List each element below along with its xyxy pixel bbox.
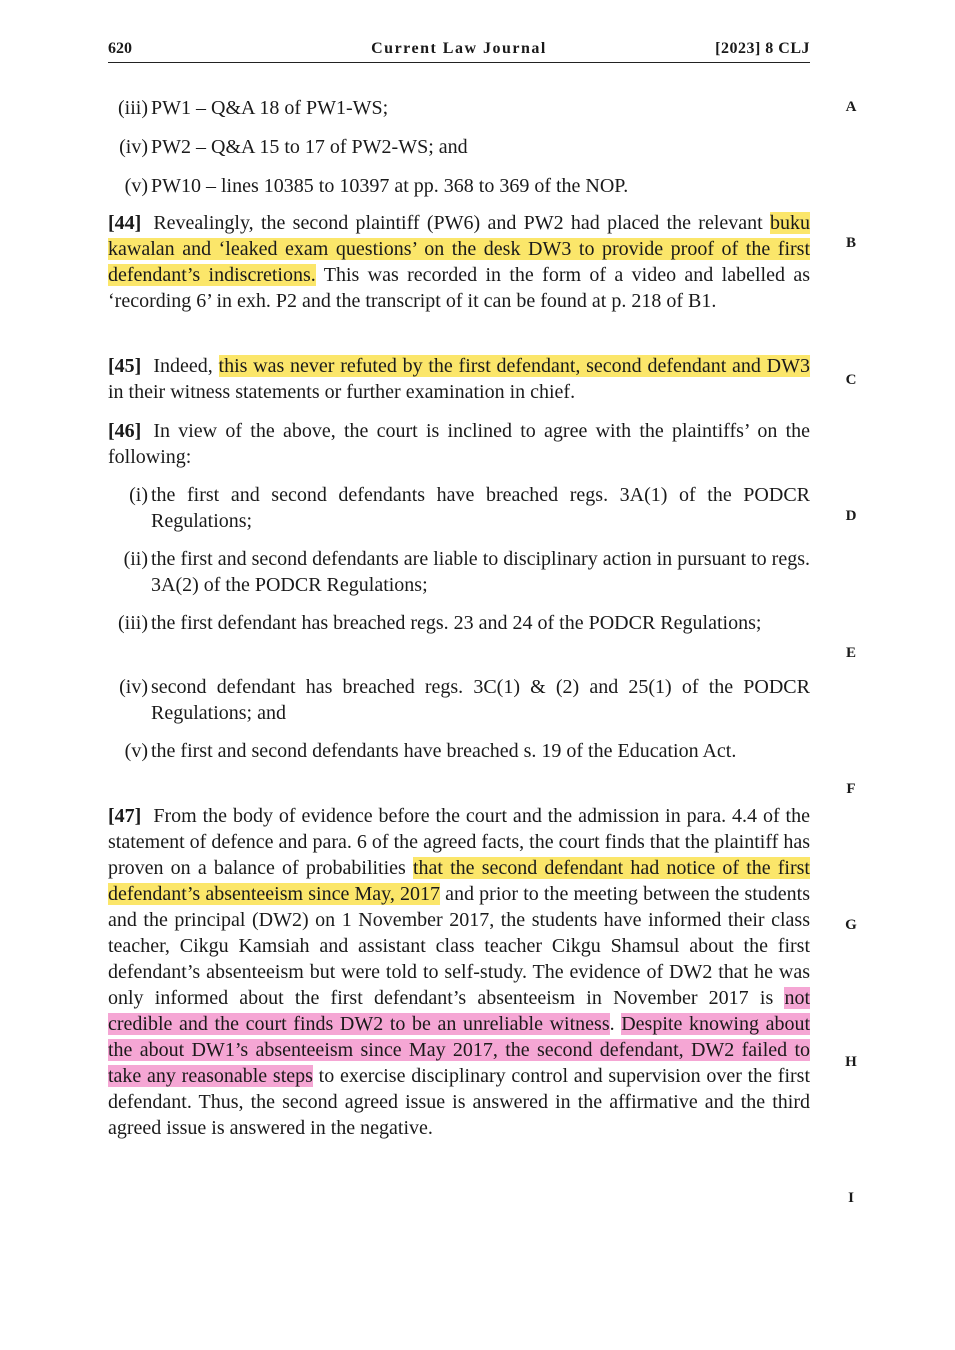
page-number: 620 xyxy=(108,40,132,57)
highlight-yellow: that the second defendant had notice of the first defendant’s absenteeism since May, 2017 xyxy=(108,857,810,905)
list-text: second defendant has breached regs. 3C(1) & (2) and 25(1) of the PODCR Regulations; and xyxy=(151,676,810,724)
paragraph-47 xyxy=(108,803,810,1141)
list-text: the first and second defendants have breached s. 19 of the Education Act. xyxy=(151,740,737,762)
paragraph-text: In view of the above, the court is inclined to agree with the plaintiffs’ on the following: xyxy=(108,420,810,468)
list-label: (v) xyxy=(124,175,148,197)
highlight-yellow: this was never refuted by the first defendant, second defendant and DW3 xyxy=(218,355,811,377)
running-header xyxy=(108,38,810,63)
highlight-yellow: buku kawalan and ‘leaked exam questions’ on the desk DW3 to provide proof of the first defendant’s indiscretions. xyxy=(108,212,810,286)
paragraph-number: [45] xyxy=(108,355,142,377)
highlight-pink: Despite knowing about the about DW1’s absenteeism since May 2017, the second defendant, DW2 failed to take any reasonable steps xyxy=(108,1013,811,1087)
paragraph-number: [47] xyxy=(108,805,142,827)
list-label: (iv) xyxy=(119,136,148,158)
paragraph-44 xyxy=(108,210,810,314)
margin-letter-f: F xyxy=(846,781,856,797)
paragraph-45 xyxy=(108,353,810,405)
paragraph-text: and prior to the meeting between the students and the principal (DW2) on 1 November 2017, the students have informed their class teacher, Cikgu Kamsiah and assistant class teacher Cikgu Shamsul about the first defendant’s absenteeism but were told to self-study. The evidence of DW2 that he was only informed about the first defendant’s absenteeism in November 2017 is xyxy=(108,883,810,1009)
margin-letter-e: E xyxy=(845,645,856,661)
paragraph-number: [44] xyxy=(108,212,142,234)
citation: [2023] 8 CLJ xyxy=(715,40,810,57)
paragraph-text: in their witness statements or further examination in chief. xyxy=(108,381,576,403)
margin-letter-g: G xyxy=(845,917,857,933)
margin-letter-a: A xyxy=(845,99,857,115)
margin-letter-h: H xyxy=(845,1054,857,1070)
paragraph-text: Indeed, xyxy=(153,355,219,377)
paragraph-number: [46] xyxy=(108,420,142,442)
paragraph-text: This was recorded in the form of a video and labelled as ‘recording 6’ in exh. P2 and the transcript of it can be found at p. 218 of B1. xyxy=(108,264,810,312)
paragraph-text: . xyxy=(609,1013,622,1035)
journal-title: Current Law Journal xyxy=(371,40,547,57)
list-text: the first and second defendants are liable to disciplinary action in pursuant to regs. 3A(2) of the PODCR Regulations; xyxy=(151,548,810,596)
list-text: PW2 – Q&A 15 to 17 of PW2-WS; and xyxy=(151,136,468,158)
margin-letter-i: I xyxy=(848,1190,854,1206)
list-text: PW10 – lines 10385 to 10397 at pp. 368 to 369 of the NOP. xyxy=(151,175,629,197)
paragraph-text: Revealingly, the second plaintiff (PW6) and PW2 had placed the relevant xyxy=(153,212,770,234)
list-label: (iii) xyxy=(118,97,148,119)
list-label: (iii) xyxy=(118,612,148,634)
list-label: (i) xyxy=(129,484,148,506)
paragraph-46 xyxy=(108,418,810,470)
list-label: (ii) xyxy=(123,548,148,570)
list-label: (iv) xyxy=(119,676,148,698)
list-text: PW1 – Q&A 18 of PW1-WS; xyxy=(151,97,389,119)
margin-letter-b: B xyxy=(845,235,856,251)
list-label: (v) xyxy=(124,740,148,762)
list-text: the first defendant has breached regs. 23 and 24 of the PODCR Regulations; xyxy=(151,612,762,634)
list-text: the first and second defendants have breached regs. 3A(1) of the PODCR Regulations; xyxy=(151,484,810,532)
highlight-pink: not credible and the court finds DW2 to be an unreliable witness xyxy=(108,987,810,1035)
margin-letter-c: C xyxy=(845,372,857,388)
margin-letter-d: D xyxy=(845,508,857,524)
paragraph-text: to exercise disciplinary control and supervision over the first defendant. Thus, the second agreed issue is answered in the affirmative and the third agreed issue is answered in the negative. xyxy=(108,1065,810,1139)
paragraph-text: From the body of evidence before the court and the admission in para. 4.4 of the statement of defence and para. 6 of the agreed facts, the court finds that the plaintiff has proven on a balance of probabilities xyxy=(108,805,810,879)
